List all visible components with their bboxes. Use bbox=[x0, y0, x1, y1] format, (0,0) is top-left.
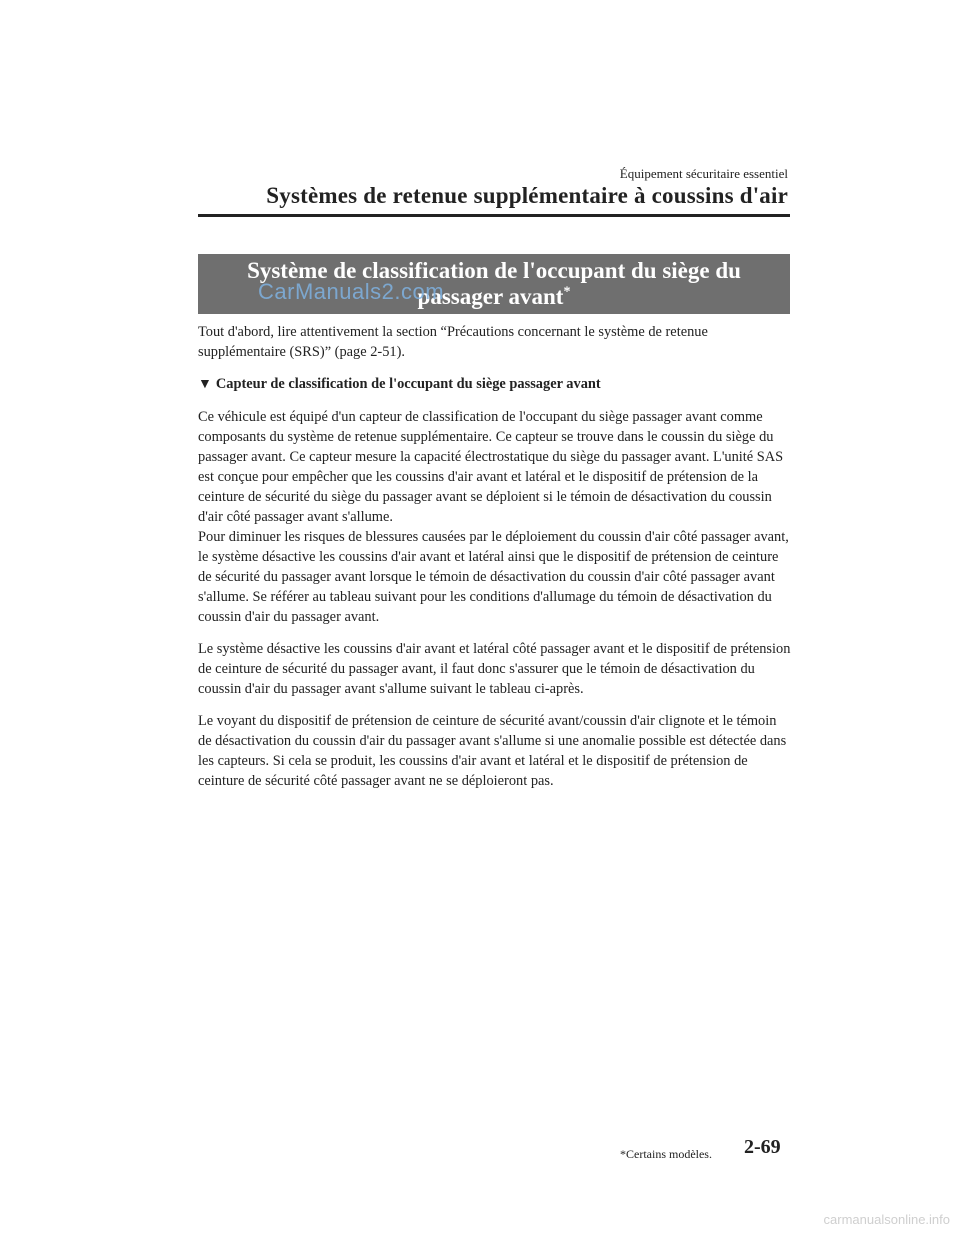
page-content bbox=[198, 322, 792, 803]
intro-paragraph: Tout d'abord, lire attentivement la section “Précautions concernant le système de retenue supplémentaire (SRS)” (page 2-51). bbox=[198, 324, 708, 360]
subheading bbox=[198, 374, 792, 395]
body-paragraph-4: Le voyant du dispositif de prétension de ceinture de sécurité avant/coussin d'air clignote et le témoin de désactivation du coussin d'air du passager avant s'allume si une anomalie possible est détectée dans les capteurs. Si cela se produit, les coussins d'air avant et latéral et le dispositif de prétension de ceinture de sécurité côté passager avant ne se déploieront pas. bbox=[198, 713, 787, 789]
header-rule bbox=[198, 214, 790, 217]
body-paragraph-2: Pour diminuer les risques de blessures causées par le déploiement du coussin d'air côté passager avant, le système désactive les coussins d'air avant et latéral ainsi que le dispositif de prétension de ceinture de sécurité du passager avant lorsque le témoin de désactivation du coussin d'air côté passager avant s'allume. Se référer au tableau suivant pour les conditions d'allumage du témoin de désactivation du coussin d'air du passager avant. bbox=[198, 529, 789, 625]
section-title-line1: Système de classification de l'occupant du siège du bbox=[247, 258, 741, 283]
section-title-line2-text: passager avant bbox=[417, 284, 564, 309]
triangle-marker-icon: ▼ bbox=[198, 377, 212, 392]
site-watermark: carmanualsonline.info bbox=[823, 1212, 950, 1227]
running-header-subtitle: Équipement sécuritaire essentiel bbox=[619, 166, 788, 181]
watermark-logo: CarManuals2.com bbox=[258, 279, 445, 304]
footnote-certain-models: *Certains modèles. bbox=[620, 1147, 712, 1161]
body-paragraph-1: Ce véhicule est équipé d'un capteur de classification de l'occupant du siège passager avant comme composants du système de retenue supplémentaire. Ce capteur se trouve dans le coussin du siège du passager avant. Ce capteur mesure la capacité électrostatique du siège du passager avant. L'unité SAS est conçue pour empêcher que les coussins d'air avant et latéral et le dispositif de prétension de la ceinture de sécurité du siège du passager avant se déploient si le témoin de désactivation du coussin d'air côté passager avant s'allume. bbox=[198, 409, 784, 525]
page-number: 2-69 bbox=[744, 1136, 781, 1158]
asterisk-mark: * bbox=[563, 284, 571, 300]
running-header-title: Systèmes de retenue supplémentaire à coussins d'air bbox=[266, 183, 788, 208]
body-paragraph-3: Le système désactive les coussins d'air avant et latéral côté passager avant et le dispositif de prétension de ceinture de sécurité du passager avant, il faut donc s'assurer que le témoin de désactivation du coussin d'air du passager avant s'allume suivant le tableau ci-après. bbox=[198, 641, 791, 697]
subheading-text: Capteur de classification de l'occupant du siège passager avant bbox=[215, 376, 601, 392]
